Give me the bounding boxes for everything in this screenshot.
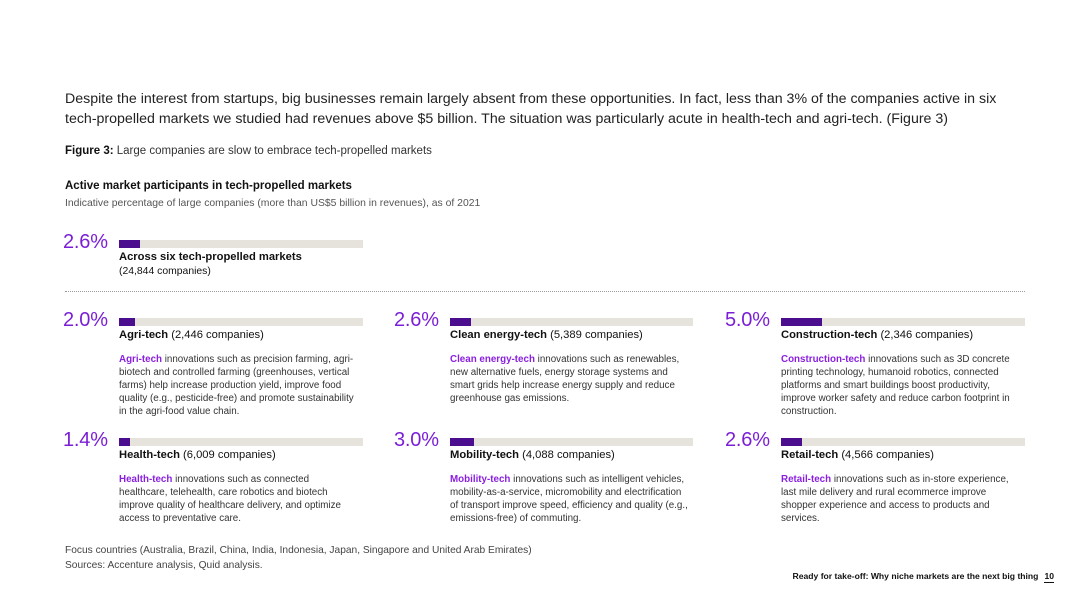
market-desc-highlight: Clean energy-tech — [450, 354, 535, 365]
market-label — [781, 449, 934, 461]
figure-caption — [65, 145, 432, 157]
market-percent: 5.0% — [725, 309, 770, 331]
chart-title: Active market participants in tech-propelled markets — [65, 180, 352, 192]
market-desc-text: innovations such as in-store experience, last mile delivery and rural ecommerce improve shopper experience and access to products and services. — [781, 474, 1009, 524]
market-desc-text: innovations such as intelligent vehicles, mobility-as-a-service, micromobility and electrification of transport improve speed, efficiency and quality (e.g., emissions-free) of commuting. — [450, 474, 688, 524]
market-description — [119, 353, 359, 418]
market-bar-fill — [119, 438, 130, 446]
market-desc-text: innovations such as precision farming, agri-biotech and controlled farming (greenhouses, vertical farms) help increase production yield, improve food quality (e.g., pesticide-free) and promote sustainability in the agri-food value chain. — [119, 354, 354, 417]
market-description — [781, 473, 1021, 525]
market-desc-highlight: Retail-tech — [781, 474, 832, 485]
market-bar-track — [119, 438, 363, 446]
market-count: (2,346 companies) — [880, 329, 974, 341]
market-name: Clean energy-tech — [450, 329, 547, 341]
market-description — [450, 473, 690, 525]
market-bar-fill — [781, 318, 822, 326]
market-bar-track — [781, 438, 1025, 446]
market-count: (5,389 companies) — [550, 329, 643, 341]
market-label — [119, 329, 264, 341]
market-bar-track — [450, 438, 693, 446]
market-label — [119, 449, 276, 461]
market-desc-highlight: Agri-tech — [119, 354, 163, 365]
figure-caption-text: Large companies are slow to embrace tech-propelled markets — [116, 145, 432, 157]
market-description — [119, 473, 359, 525]
page-number: 10 — [1044, 571, 1054, 581]
market-bar-fill — [119, 318, 135, 326]
figure-label: Figure 3: — [65, 145, 114, 157]
market-bar-fill — [450, 318, 471, 326]
market-percent: 1.4% — [63, 429, 108, 451]
market-percent: 2.0% — [63, 309, 108, 331]
market-name: Agri-tech — [119, 329, 169, 341]
summary-bar-fill — [119, 240, 140, 248]
market-label — [781, 329, 973, 341]
market-desc-highlight: Mobility-tech — [450, 474, 511, 485]
market-name: Health-tech — [119, 449, 180, 461]
market-count: (6,009 companies) — [183, 449, 276, 461]
summary-bar-track — [119, 240, 363, 248]
market-percent: 3.0% — [394, 429, 439, 451]
market-bar-track — [450, 318, 693, 326]
summary-name: Across six tech-propelled markets — [119, 251, 302, 263]
market-bar-track — [119, 318, 363, 326]
footnote-sources: Sources: Accenture analysis, Quid analysis. — [65, 560, 263, 571]
section-divider — [65, 291, 1025, 292]
chart-subtitle: Indicative percentage of large companies (more than US$5 billion in revenues), as of 2021 — [65, 198, 481, 209]
summary-label — [119, 251, 302, 263]
market-label — [450, 329, 643, 341]
market-bar-track — [781, 318, 1025, 326]
market-desc-highlight: Health-tech — [119, 474, 173, 485]
summary-percent: 2.6% — [63, 231, 108, 253]
footer-title: Ready for take-off: Why niche markets are the next big thing — [792, 571, 1039, 581]
market-name: Construction-tech — [781, 329, 878, 341]
market-name: Retail-tech — [781, 449, 839, 461]
market-count: (2,446 companies) — [171, 329, 264, 341]
market-label — [450, 449, 615, 461]
market-percent: 2.6% — [725, 429, 770, 451]
market-description — [450, 353, 690, 405]
market-bar-fill — [781, 438, 802, 446]
market-desc-text: innovations such as 3D concrete printing technology, humanoid robotics, connected platforms and smart buildings boost productivity, improve worker safety and reduce carbon footprint in construction. — [781, 354, 1010, 417]
page-footer — [793, 571, 1054, 581]
market-count: (4,088 companies) — [522, 449, 615, 461]
intro-paragraph: Despite the interest from startups, big businesses remain largely absent from these opportunities. In fact, less than 3% of the companies active in six tech-propelled markets we studied had revenues above $5 billion. The situation was particularly acute in health-tech and agri-tech. (Figure 3) — [65, 91, 997, 127]
market-desc-text: innovations such as renewables, new alternative fuels, energy storage systems and smart grids help increase energy supply and reduce greenhouse gas emissions. — [450, 354, 680, 404]
footnote-focus-countries: Focus countries (Australia, Brazil, China, India, Indonesia, Japan, Singapore and United Arab Emirates) — [65, 545, 532, 556]
market-description — [781, 353, 1021, 418]
market-percent: 2.6% — [394, 309, 439, 331]
market-count: (4,566 companies) — [841, 449, 934, 461]
summary-count: (24,844 companies) — [119, 266, 211, 277]
market-bar-fill — [450, 438, 474, 446]
market-name: Mobility-tech — [450, 449, 519, 461]
market-desc-text: innovations such as connected healthcare, telehealth, care robotics and biotech improve quality of healthcare delivery, and optimize access to preventative care. — [119, 474, 341, 524]
market-desc-highlight: Construction-tech — [781, 354, 866, 365]
